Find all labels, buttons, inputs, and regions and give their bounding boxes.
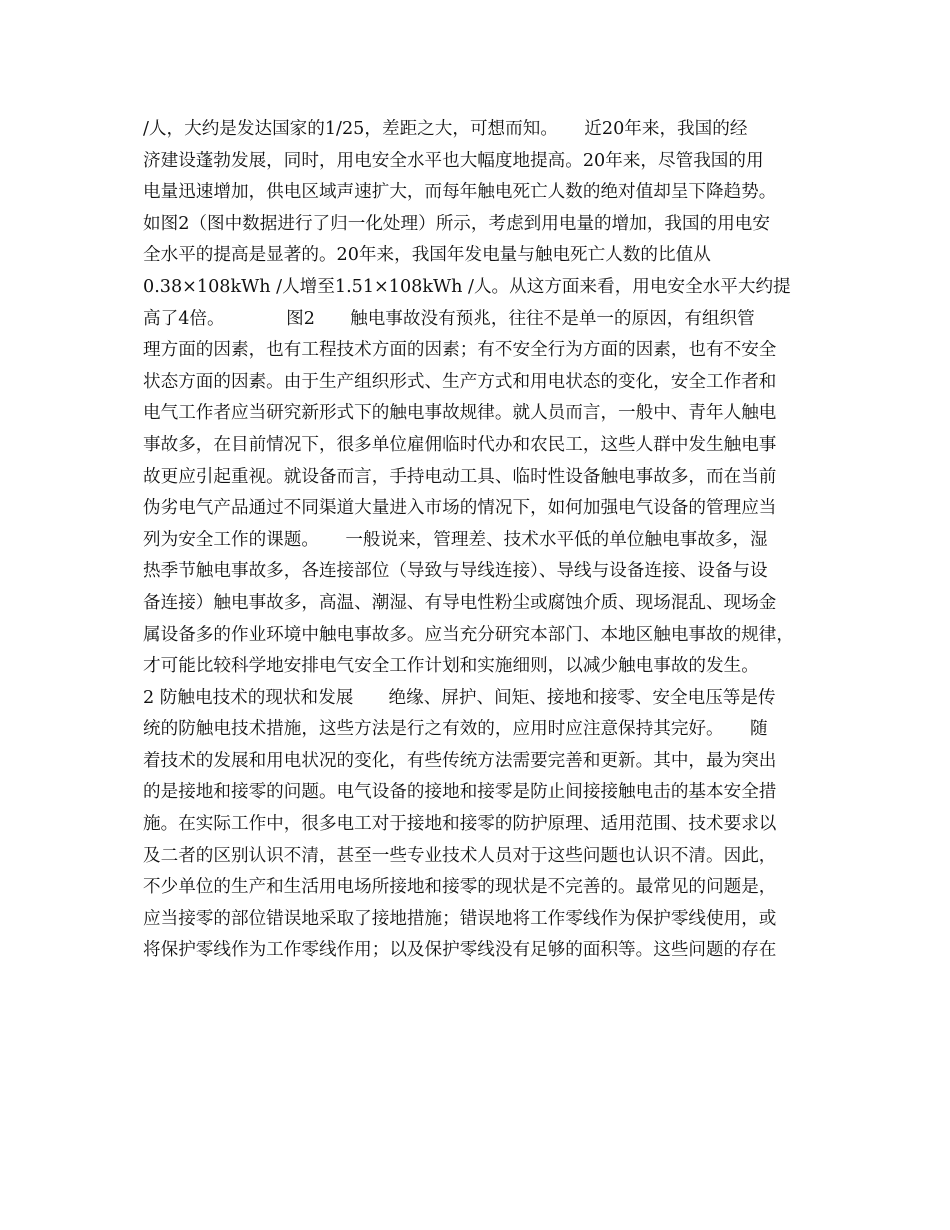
text-line: 统的防触电技术措施，这些方法是行之有效的，应用时应注意保持其完好。 随 (143, 719, 768, 740)
text-line: 济建设蓬勃发展，同时，用电安全水平也大幅度地提高。20年来，尽管我国的用 (143, 150, 764, 171)
text-line: 如图2（图中数据进行了归一化处理）所示，考虑到用电量的增加，我国的用电安 (143, 213, 770, 234)
text-line: 全水平的提高是显著的。20年来，我国年发电量与触电死亡人数的比值从 (143, 245, 711, 266)
text-line: 故更应引起重视。就设备而言，手持电动工具、临时性设备触电事故多，而在当前 (143, 466, 777, 487)
text-line: 状态方面的因素。由于生产组织形式、生产方式和用电状态的变化，安全工作者和 (143, 371, 777, 392)
text-line: 电量迅速增加，供电区域声速扩大，而每年触电死亡人数的绝对值却呈下降趋势。 (143, 182, 777, 203)
text-line: 应当接零的部位错误地采取了接地措施；错误地将工作零线作为保护零线使用，或 (143, 908, 777, 929)
text-line: 才可能比较科学地安排电气安全工作计划和实施细则，以减少触电事故的发生。 (143, 656, 759, 677)
text-line: 事故多，在目前情况下，很多单位雇佣临时代办和农民工，这些人群中发生触电事 (143, 434, 777, 455)
text-line: 不少单位的生产和生活用电场所接地和接零的现状是不完善的。最常见的问题是， (143, 877, 777, 898)
text-line: 施。在实际工作中，很多电工对于接地和接零的防护原理、适用范围、技术要求以 (143, 814, 777, 835)
text-line: 将保护零线作为工作零线作用；以及保护零线没有足够的面积等。这些问题的存在 (143, 940, 777, 961)
text-line: /人，大约是发达国家的1/25，差距之大，可想而知。 近20年来，我国的经 (143, 119, 748, 139)
text-line: 伪劣电气产品通过不同渠道大量进入市场的情况下，如何加强电气设备的管理应当 (143, 498, 777, 519)
text-line: 电气工作者应当研究新形式下的触电事故规律。就人员而言，一般中、青年人触电 (143, 403, 777, 424)
text-line: 热季节触电事故多，各连接部位（导致与导线连接）、导线与设备连接、设备与设 (143, 561, 768, 582)
text-line: 备连接）触电事故多，高温、潮湿、有导电性粉尘或腐蚀介质、现场混乱、现场金 (143, 592, 777, 613)
text-line: 列为安全工作的课题。 一般说来，管理差、技术水平低的单位触电事故多，湿 (143, 529, 768, 550)
text-line: 的是接地和接零的问题。电气设备的接地和接零是防止间接接触电击的基本安全措 (143, 782, 777, 803)
text-line: 0.38×108kWh /人增至1.51×108kWh /人。从这方面来看，用电安全水平大约提 (143, 276, 791, 297)
text-line: 2 防触电技术的现状和发展 绝缘、屏护、间矩、接地和接零、安全电压等是传 (143, 687, 776, 708)
body-text (143, 114, 833, 967)
text-line: 高了4倍。 图2 触电事故没有预兆，往往不是单一的原因，有组织管 (143, 308, 755, 329)
text-line: 及二者的区别认识不清，甚至一些专业技术人员对于这些问题也认识不清。因此， (143, 845, 777, 866)
text-line: 理方面的因素，也有工程技术方面的因素；有不安全行为方面的因素，也有不安全 (143, 340, 777, 361)
text-line: 属设备多的作业环境中触电事故多。应当充分研究本部门、本地区触电事故的规律， (143, 624, 794, 645)
text-line: 着技术的发展和用电状况的变化，有些传统方法需要完善和更新。其中，最为突出 (143, 750, 777, 771)
